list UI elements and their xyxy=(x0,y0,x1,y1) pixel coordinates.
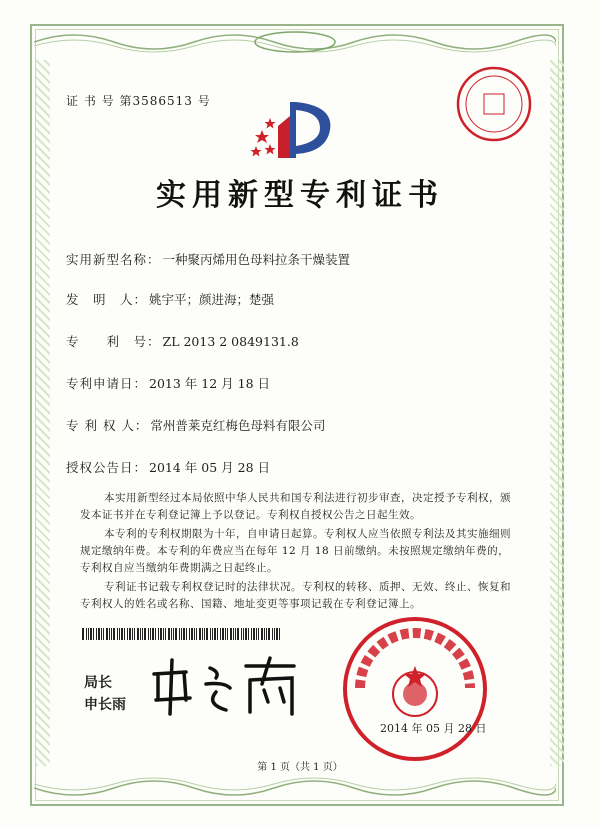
seal-date: 2014 年 05 月 28 日 xyxy=(380,722,487,735)
body-paragraph: 专利证书记载专利权登记时的法律状况。专利权的转移、质押、无效、终止、恢复和专利权人的姓名或名称、国籍、地址变更等事项记载在专利登记簿上。 xyxy=(80,581,511,610)
field-value: 2013 年 12 月 18 日 xyxy=(149,376,271,391)
field-value: 常州普莱克红梅色母料有限公司 xyxy=(150,418,326,433)
certificate-title: 实用新型专利证书 xyxy=(156,178,444,213)
top-ornament xyxy=(34,28,556,56)
field-inventors xyxy=(66,290,274,308)
field-label: 授权公告日： xyxy=(66,460,148,475)
patent-office-logo-icon xyxy=(248,96,340,166)
field-label: 实用新型名称： xyxy=(66,252,161,267)
field-value: 2014 年 05 月 28 日 xyxy=(149,460,271,475)
national-ip-office-seal-icon xyxy=(340,614,490,764)
field-label: 专利申请日： xyxy=(66,376,148,391)
field-label: 发 明 人： xyxy=(66,292,148,307)
field-patentee xyxy=(66,416,325,434)
field-value: 一种聚丙烯用色母料拉条干燥装置 xyxy=(162,252,351,267)
field-patent-number xyxy=(66,332,299,350)
signature-icon xyxy=(146,654,306,718)
agency-seal-icon xyxy=(454,64,534,144)
director-name: 申长雨 xyxy=(84,697,126,713)
field-value: ZL 2013 2 0849131.8 xyxy=(162,334,299,349)
left-pattern xyxy=(36,60,50,766)
certificate-body xyxy=(80,490,520,615)
field-grant-date xyxy=(66,458,270,476)
page-number: 第 1 页（共 1 页） xyxy=(257,762,343,773)
field-utility-model-name xyxy=(66,250,350,268)
bottom-ornament xyxy=(34,774,556,802)
certificate-number: 证 书 号 第3586513 号 xyxy=(66,94,211,108)
field-label: 专 利 号： xyxy=(66,334,161,349)
field-label: 专 利 权 人： xyxy=(66,418,149,433)
right-pattern xyxy=(550,60,564,766)
body-paragraph: 本实用新型经过本局依照中华人民共和国专利法进行初步审查，决定授予专利权，颁发本证书并在专利登记簿上予以登记。专利权自授权公告之日起生效。 xyxy=(80,492,511,521)
field-application-date xyxy=(66,374,270,392)
barcode-icon xyxy=(82,628,282,640)
field-value: 姚宇平；颜进海；楚强 xyxy=(149,292,275,307)
body-paragraph: 本专利的专利权期限为十年，自申请日起算。专利权人应当依照专利法及其实施细则规定缴纳年费。本专利的年费应当在每年 12 月 18 日前缴纳。未按照规定缴纳年费的，专利权自应当缴纳年费期满之日起终止。 xyxy=(80,528,511,574)
director-title: 局长 xyxy=(84,675,112,691)
